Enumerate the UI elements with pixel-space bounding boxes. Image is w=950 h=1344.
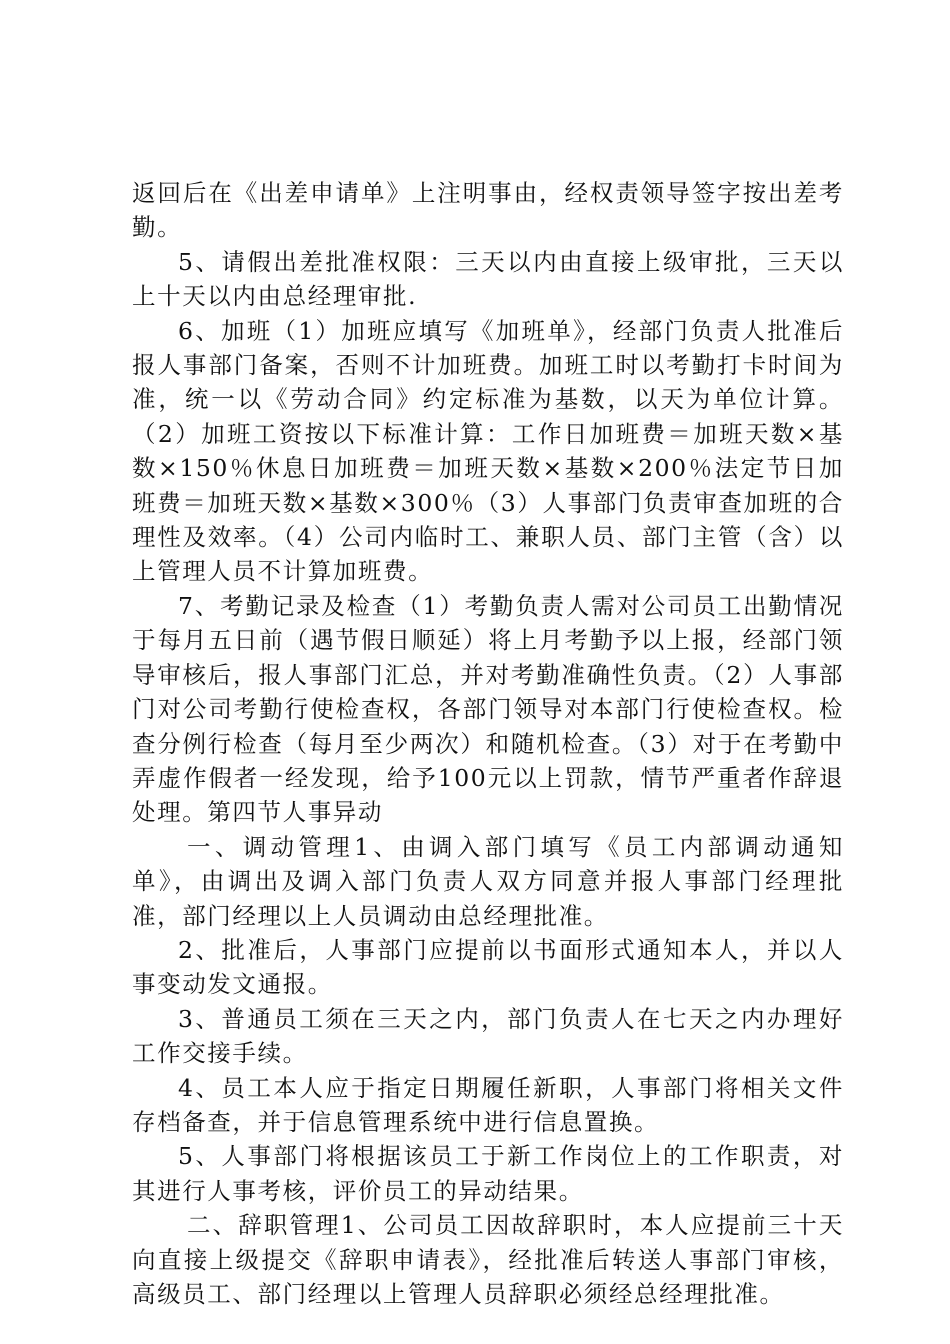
paragraph-resignation-management: 二、辞职管理1、公司员工因故辞职时，本人应提前三十天向直接上级提交《辞职申请表》，经批准后转送人事部门审核，高级员工、部门经理以上管理人员辞职必须经总经理批准。: [132, 1211, 844, 1308]
paragraph-assessment: 5、人事部门将根据该员工于新工作岗位上的工作职责，对其进行人事考核，评价员工的异动结果。: [132, 1142, 844, 1205]
paragraph-attendance-records: 7、考勤记录及检查（1）考勤负责人需对公司员工出勤情况于每月五日前（遇节假日顺延）将上月考勤予以上报，经部门领导审核后，报人事部门汇总，并对考勤准确性负责。（2）人事部门对公司考勤行使检查权，各部门领导对本部门行使检查权。检查分例行检查（每月至少两次）和随机检查。（3）对于在考勤中弄虚作假者一经发现，给予100元以上罚款，情节严重者作辞退处理。第四节人事异动: [132, 591, 844, 827]
paragraph-handover: 3、普通员工须在三天之内，部门负责人在七天之内办理好工作交接手续。: [132, 1004, 844, 1068]
paragraph-new-post: 4、员工本人应于指定日期履任新职，人事部门将相关文件存档备查，并于信息管理系统中进行信息置换。: [132, 1073, 844, 1136]
paragraph-transfer-management: 一、调动管理1、由调入部门填写《员工内部调动通知单》，由调出及调入部门负责人双方同意并报人事部门经理批准，部门经理以上人员调动由总经理批准。: [132, 832, 844, 930]
paragraph-leave-approval-authority: 5、请假出差批准权限：三天以内由直接上级审批，三天以上十天以内由总经理审批.: [132, 247, 844, 311]
paragraph-transfer-notice: 2、批准后，人事部门应提前以书面形式通知本人，并以人事变动发文通报。: [132, 935, 844, 999]
document-body: [132, 176, 844, 1311]
paragraph-travel-return: 返回后在《出差申请单》上注明事由，经权责领导签字按出差考勤。: [132, 179, 844, 242]
paragraph-overtime: 6、加班（1）加班应填写《加班单》，经部门负责人批准后报人事部门备案，否则不计加班费。加班工时以考勤打卡时间为准，统一以《劳动合同》约定标准为基数，以天为单位计算。（2）加班工资按以下标准计算：工作日加班费＝加班天数×基数×150％休息日加班费＝加班天数×基数×200％法定节日加班费＝加班天数×基数×300％（3）人事部门负责审查加班的合理性及效率。（4）公司内临时工、兼职人员、部门主管（含）以上管理人员不计算加班费。: [132, 316, 844, 586]
